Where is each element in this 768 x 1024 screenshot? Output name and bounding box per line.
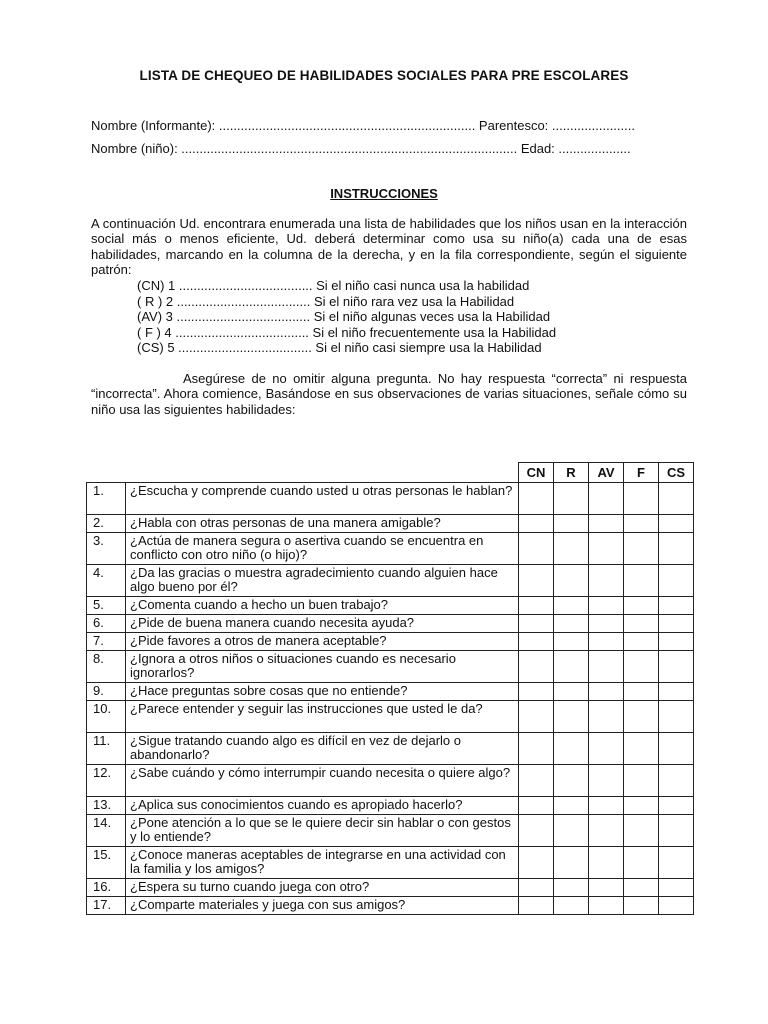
answer-cell-cs[interactable]	[659, 847, 694, 879]
page-title: LISTA DE CHEQUEO DE HABILIDADES SOCIALES PARA PRE ESCOLARES	[139, 68, 629, 83]
table-row	[87, 701, 694, 733]
scale-legend	[137, 278, 697, 356]
scale-item-cs: (CS) 5 ..................................... Si el niño casi siempre usa la Habilidad	[137, 340, 542, 355]
answer-cell-cn[interactable]	[519, 483, 554, 515]
answer-cell-av[interactable]	[589, 815, 624, 847]
answer-cell-f[interactable]	[624, 633, 659, 651]
row-number: 14.	[87, 815, 126, 847]
answer-cell-f[interactable]	[624, 701, 659, 733]
answer-cell-cs[interactable]	[659, 597, 694, 615]
answer-cell-av[interactable]	[589, 733, 624, 765]
scale-item-r: ( R ) 2 ..................................... Si el niño rara vez usa la Habilidad	[137, 293, 515, 309]
table-row	[87, 815, 694, 847]
answer-cell-r[interactable]	[554, 483, 589, 515]
answer-cell-av[interactable]	[589, 615, 624, 633]
row-number: 1.	[87, 483, 126, 515]
answer-cell-cs[interactable]	[659, 879, 694, 897]
row-question: ¿Conoce maneras aceptables de integrarse en una actividad con la familia y los amigos?	[126, 847, 519, 879]
answer-cell-cs[interactable]	[659, 533, 694, 565]
answer-cell-av[interactable]	[589, 879, 624, 897]
answer-cell-cs[interactable]	[659, 701, 694, 733]
answer-cell-av[interactable]	[589, 633, 624, 651]
row-question: ¿Pide favores a otros de manera aceptable?	[126, 633, 519, 651]
table-row	[87, 879, 694, 897]
instructions-intro: A continuación Ud. encontrara enumerada una lista de habilidades que los niños usan en la interacción social más o menos eficiente, Ud. deberá determinar como usa su niño(a) cada una de esas habilidades, marcando en la columna de la derecha, y en la fila correspondiente, según el siguiente patrón:	[91, 216, 687, 277]
answer-cell-f[interactable]	[624, 847, 659, 879]
answer-cell-cs[interactable]	[659, 565, 694, 597]
column-header-cn: CN	[519, 463, 554, 483]
answer-cell-f[interactable]	[624, 651, 659, 683]
answer-cell-r[interactable]	[554, 633, 589, 651]
scale-item-f: ( F ) 4 ..................................... Si el niño frecuentemente usa la Habilidad	[137, 324, 557, 340]
answer-cell-cs[interactable]	[659, 765, 694, 797]
answer-cell-cn[interactable]	[519, 683, 554, 701]
answer-cell-r[interactable]	[554, 733, 589, 765]
answer-cell-r[interactable]	[554, 701, 589, 733]
table-row	[87, 565, 694, 597]
answer-cell-av[interactable]	[589, 765, 624, 797]
answer-cell-cs[interactable]	[659, 615, 694, 633]
answer-cell-cn[interactable]	[519, 701, 554, 733]
answer-cell-f[interactable]	[624, 797, 659, 815]
answer-cell-r[interactable]	[554, 615, 589, 633]
answer-cell-cs[interactable]	[659, 733, 694, 765]
answer-cell-r[interactable]	[554, 683, 589, 701]
answer-cell-r[interactable]	[554, 533, 589, 565]
table-row	[87, 847, 694, 879]
table-row	[87, 733, 694, 765]
row-number: 10.	[87, 701, 126, 733]
row-number: 7.	[87, 633, 126, 651]
row-question: ¿Escucha y comprende cuando usted u otras personas le hablan?	[126, 483, 519, 515]
answer-cell-cs[interactable]	[659, 651, 694, 683]
row-question: ¿Da las gracias o muestra agradecimiento cuando alguien hace algo bueno por él?	[126, 565, 519, 597]
answer-cell-av[interactable]	[589, 651, 624, 683]
row-question: ¿Espera su turno cuando juega con otro?	[126, 879, 519, 897]
row-number: 9.	[87, 683, 126, 701]
answer-cell-r[interactable]	[554, 797, 589, 815]
answer-cell-f[interactable]	[624, 815, 659, 847]
nino-field[interactable]: Nombre (niño): ............................................................................................. Edad: ....................	[91, 141, 631, 156]
row-number: 15.	[87, 847, 126, 879]
answer-cell-cn[interactable]	[519, 765, 554, 797]
table-row	[87, 633, 694, 651]
table-row	[87, 797, 694, 815]
answer-cell-r[interactable]	[554, 897, 589, 915]
row-question: ¿Ignora a otros niños o situaciones cuando es necesario ignorarlos?	[126, 651, 519, 683]
answer-cell-f[interactable]	[624, 683, 659, 701]
answer-cell-cn[interactable]	[519, 847, 554, 879]
answer-cell-f[interactable]	[624, 533, 659, 565]
row-number: 8.	[87, 651, 126, 683]
answer-cell-cs[interactable]	[659, 483, 694, 515]
row-number: 17.	[87, 897, 126, 915]
row-number: 16.	[87, 879, 126, 897]
table-row	[87, 533, 694, 565]
table-row	[87, 897, 694, 915]
answer-cell-cn[interactable]	[519, 597, 554, 615]
row-question: ¿Pone atención a lo que se le quiere decir sin hablar o con gestos y lo entiende?	[126, 815, 519, 847]
answer-cell-f[interactable]	[624, 515, 659, 533]
skills-checklist-table	[86, 462, 694, 915]
row-question: ¿Habla con otras personas de una manera amigable?	[126, 515, 519, 533]
answer-cell-f[interactable]	[624, 483, 659, 515]
answer-cell-cn[interactable]	[519, 633, 554, 651]
answer-cell-r[interactable]	[554, 815, 589, 847]
answer-cell-cs[interactable]	[659, 815, 694, 847]
column-header-av: AV	[589, 463, 624, 483]
row-question: ¿Pide de buena manera cuando necesita ayuda?	[126, 615, 519, 633]
answer-cell-av[interactable]	[589, 701, 624, 733]
scale-item-cn: (CN) 1 ..................................... Si el niño casi nunca usa la habilidad	[137, 278, 530, 293]
row-number: 5.	[87, 597, 126, 615]
answer-cell-cs[interactable]	[659, 897, 694, 915]
answer-cell-f[interactable]	[624, 615, 659, 633]
answer-cell-f[interactable]	[624, 897, 659, 915]
answer-cell-cs[interactable]	[659, 797, 694, 815]
instructions-heading: INSTRUCCIONES	[330, 186, 438, 201]
answer-cell-f[interactable]	[624, 765, 659, 797]
answer-cell-av[interactable]	[589, 683, 624, 701]
answer-cell-cn[interactable]	[519, 515, 554, 533]
row-question: ¿Sigue tratando cuando algo es difícil en vez de dejarlo o abandonarlo?	[126, 733, 519, 765]
answer-cell-cn[interactable]	[519, 533, 554, 565]
table-row	[87, 683, 694, 701]
answer-cell-cn[interactable]	[519, 733, 554, 765]
answer-cell-av[interactable]	[589, 897, 624, 915]
answer-cell-r[interactable]	[554, 765, 589, 797]
answer-cell-cs[interactable]	[659, 515, 694, 533]
answer-cell-cn[interactable]	[519, 897, 554, 915]
answer-cell-r[interactable]	[554, 515, 589, 533]
row-question: ¿Parece entender y seguir las instrucciones que usted le da?	[126, 701, 519, 733]
answer-cell-av[interactable]	[589, 483, 624, 515]
answer-cell-cs[interactable]	[659, 633, 694, 651]
row-question: ¿Sabe cuándo y cómo interrumpir cuando necesita o quiere algo?	[126, 765, 519, 797]
answer-cell-f[interactable]	[624, 879, 659, 897]
answer-cell-cn[interactable]	[519, 815, 554, 847]
row-question: ¿Actúa de manera segura o asertiva cuando se encuentra en conflicto con otro niño (o hijo)?	[126, 533, 519, 565]
answer-cell-f[interactable]	[624, 565, 659, 597]
table-row	[87, 515, 694, 533]
row-number: 2.	[87, 515, 126, 533]
table-row	[87, 483, 694, 515]
row-number: 13.	[87, 797, 126, 815]
answer-cell-av[interactable]	[589, 515, 624, 533]
answer-cell-cs[interactable]	[659, 683, 694, 701]
row-number: 6.	[87, 615, 126, 633]
row-number: 11.	[87, 733, 126, 765]
table-row	[87, 615, 694, 633]
answer-cell-cn[interactable]	[519, 615, 554, 633]
answer-cell-cn[interactable]	[519, 797, 554, 815]
column-header-f: F	[624, 463, 659, 483]
table-header-row	[87, 463, 694, 483]
instructions-note: Asegúrese de no omitir alguna pregunta. No hay respuesta “correcta” ni respuesta “incorrecta”. Ahora comience, Basándose en sus observaciones de varias situaciones, señale cómo su niño usa las siguientes habilidades:	[91, 371, 687, 417]
row-question: ¿Comparte materiales y juega con sus amigos?	[126, 897, 519, 915]
answer-cell-r[interactable]	[554, 879, 589, 897]
column-header-cs: CS	[659, 463, 694, 483]
answer-cell-r[interactable]	[554, 565, 589, 597]
answer-cell-r[interactable]	[554, 597, 589, 615]
answer-cell-cn[interactable]	[519, 565, 554, 597]
answer-cell-av[interactable]	[589, 565, 624, 597]
answer-cell-r[interactable]	[554, 651, 589, 683]
answer-cell-r[interactable]	[554, 847, 589, 879]
answer-cell-av[interactable]	[589, 847, 624, 879]
answer-cell-av[interactable]	[589, 597, 624, 615]
answer-cell-cn[interactable]	[519, 879, 554, 897]
row-question: ¿Hace preguntas sobre cosas que no entiende?	[126, 683, 519, 701]
column-header-r: R	[554, 463, 589, 483]
row-number: 3.	[87, 533, 126, 565]
row-question: ¿Comenta cuando a hecho un buen trabajo?	[126, 597, 519, 615]
answer-cell-f[interactable]	[624, 733, 659, 765]
row-number: 12.	[87, 765, 126, 797]
scale-item-av: (AV) 3 ..................................... Si el niño algunas veces usa la Habilidad	[137, 309, 551, 324]
row-number: 4.	[87, 565, 126, 597]
table-row	[87, 597, 694, 615]
table-row	[87, 651, 694, 683]
informante-field[interactable]: Nombre (Informante): ....................................................................... Parentesco: .......................	[91, 118, 635, 133]
table-row	[87, 765, 694, 797]
answer-cell-av[interactable]	[589, 797, 624, 815]
row-question: ¿Aplica sus conocimientos cuando es apropiado hacerlo?	[126, 797, 519, 815]
answer-cell-cn[interactable]	[519, 651, 554, 683]
answer-cell-av[interactable]	[589, 533, 624, 565]
answer-cell-f[interactable]	[624, 597, 659, 615]
